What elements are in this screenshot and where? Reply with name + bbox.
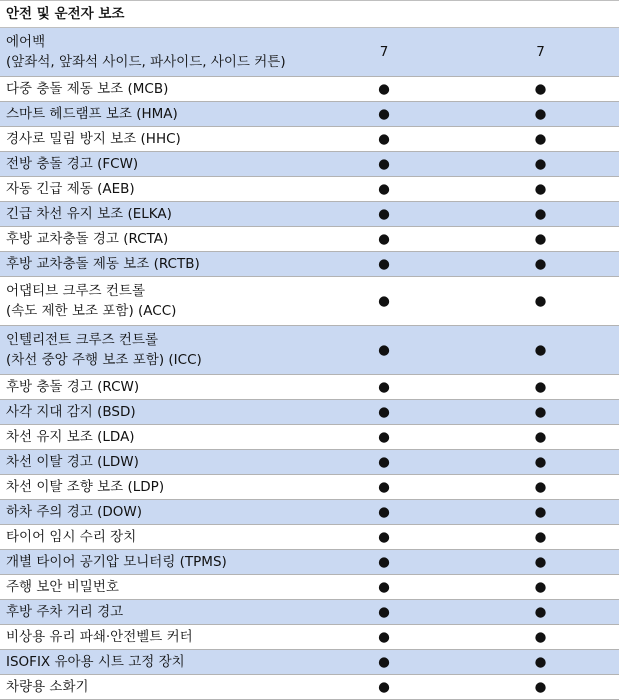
trim-2-value: ● <box>462 650 619 675</box>
trim-1-value: ● <box>306 525 462 550</box>
trim-1-value: ● <box>306 400 462 425</box>
trim-2-value: ● <box>462 450 619 475</box>
feature-label <box>0 525 306 550</box>
table-row <box>0 227 619 252</box>
trim-1-value: ● <box>306 675 462 700</box>
feature-label <box>0 177 306 202</box>
feature-label-line: 경사로 밀림 방지 보조 (HHC) <box>6 131 181 147</box>
feature-label <box>0 375 306 400</box>
trim-1-value: ● <box>306 450 462 475</box>
trim-2-value: ● <box>462 550 619 575</box>
trim-1-value: ● <box>306 177 462 202</box>
feature-label-line: 인텔리전트 크루즈 컨트롤 <box>6 332 159 348</box>
trim-1-value: ● <box>306 252 462 277</box>
trim-2-value: ● <box>462 127 619 152</box>
table-row <box>0 450 619 475</box>
feature-label-line: ISOFIX 유아용 시트 고정 장치 <box>6 654 185 670</box>
feature-label <box>0 450 306 475</box>
feature-label <box>0 600 306 625</box>
feature-label-line: 비상용 유리 파쇄·안전벨트 커터 <box>6 629 193 645</box>
table-row <box>0 550 619 575</box>
feature-label-line: (앞좌석, 앞좌석 사이드, 파사이드, 사이드 커튼) <box>6 54 286 70</box>
table-row <box>0 102 619 127</box>
feature-label-line: 어댑티브 크루즈 컨트롤 <box>6 283 145 299</box>
feature-label-line: 긴급 차선 유지 보조 (ELKA) <box>6 206 172 222</box>
feature-label-line: 후방 교차충돌 경고 (RCTA) <box>6 231 169 247</box>
feature-label-line: 후방 충돌 경고 (RCW) <box>6 379 140 395</box>
trim-1-value: ● <box>306 102 462 127</box>
table-row <box>0 500 619 525</box>
feature-label-line: 에어백 <box>6 34 46 50</box>
table-row <box>0 277 619 326</box>
trim-1-value: ● <box>306 600 462 625</box>
feature-label <box>0 650 306 675</box>
feature-label-line: 다중 충돌 제동 보조 (MCB) <box>6 81 169 97</box>
trim-1-value: ● <box>306 475 462 500</box>
trim-1-value: ● <box>306 77 462 102</box>
feature-label-line: 자동 긴급 제동 (AEB) <box>6 181 135 197</box>
feature-label <box>0 475 306 500</box>
trim-2-value: ● <box>462 177 619 202</box>
trim-1-value: ● <box>306 127 462 152</box>
trim-1-value: ● <box>306 202 462 227</box>
trim-2-value: ● <box>462 475 619 500</box>
table-row <box>0 252 619 277</box>
feature-label-line: 하차 주의 경고 (DOW) <box>6 504 143 520</box>
feature-label-line: (속도 제한 보조 포함) (ACC) <box>6 303 177 319</box>
section-title: 안전 및 운전자 보조 <box>0 0 619 28</box>
feature-label <box>0 102 306 127</box>
feature-label <box>0 227 306 252</box>
trim-1-value: ● <box>306 326 462 375</box>
spec-table <box>0 28 619 700</box>
feature-label <box>0 575 306 600</box>
feature-label <box>0 152 306 177</box>
feature-label <box>0 28 306 77</box>
trim-1-value: ● <box>306 425 462 450</box>
trim-2-value: ● <box>462 400 619 425</box>
trim-1-value: ● <box>306 277 462 326</box>
feature-label-line: 차선 유지 보조 (LDA) <box>6 429 135 445</box>
table-row <box>0 575 619 600</box>
feature-label <box>0 77 306 102</box>
trim-2-value: ● <box>462 625 619 650</box>
trim-2-value: ● <box>462 425 619 450</box>
trim-2-value: ● <box>462 252 619 277</box>
feature-label-line: 사각 지대 감지 (BSD) <box>6 404 136 420</box>
table-row <box>0 625 619 650</box>
feature-label <box>0 202 306 227</box>
feature-label <box>0 252 306 277</box>
trim-1-value: ● <box>306 500 462 525</box>
feature-label-line: 스마트 헤드램프 보조 (HMA) <box>6 106 178 122</box>
table-row <box>0 675 619 700</box>
feature-label-line: 후방 주차 거리 경고 <box>6 604 124 620</box>
trim-1-value: ● <box>306 550 462 575</box>
trim-1-value: ● <box>306 650 462 675</box>
table-row <box>0 475 619 500</box>
feature-label <box>0 500 306 525</box>
table-row <box>0 375 619 400</box>
feature-label-line: 주행 보안 비밀번호 <box>6 579 119 595</box>
feature-label-line: 개별 타이어 공기압 모니터링 (TPMS) <box>6 554 227 570</box>
trim-2-value: ● <box>462 375 619 400</box>
feature-label <box>0 400 306 425</box>
feature-label <box>0 550 306 575</box>
table-row <box>0 650 619 675</box>
feature-label <box>0 625 306 650</box>
table-row <box>0 177 619 202</box>
feature-label <box>0 425 306 450</box>
trim-1-value: 7 <box>306 28 462 77</box>
trim-2-value: ● <box>462 227 619 252</box>
feature-label <box>0 127 306 152</box>
trim-2-value: 7 <box>462 28 619 77</box>
trim-2-value: ● <box>462 102 619 127</box>
trim-1-value: ● <box>306 625 462 650</box>
trim-1-value: ● <box>306 152 462 177</box>
table-row <box>0 28 619 77</box>
trim-2-value: ● <box>462 575 619 600</box>
table-row <box>0 425 619 450</box>
feature-label-line: 타이어 임시 수리 장치 <box>6 529 137 545</box>
spec-table-body <box>0 28 619 700</box>
trim-1-value: ● <box>306 575 462 600</box>
table-row <box>0 77 619 102</box>
feature-label <box>0 675 306 700</box>
table-row <box>0 525 619 550</box>
feature-label <box>0 277 306 326</box>
trim-2-value: ● <box>462 152 619 177</box>
trim-2-value: ● <box>462 277 619 326</box>
trim-2-value: ● <box>462 77 619 102</box>
feature-label-line: 후방 교차충돌 제동 보조 (RCTB) <box>6 256 200 272</box>
table-row <box>0 326 619 375</box>
feature-label <box>0 326 306 375</box>
feature-label-line: 전방 충돌 경고 (FCW) <box>6 156 139 172</box>
trim-2-value: ● <box>462 600 619 625</box>
trim-2-value: ● <box>462 202 619 227</box>
feature-label-line: 차량용 소화기 <box>6 679 89 695</box>
table-row <box>0 600 619 625</box>
feature-label-line: (차선 중앙 주행 보조 포함) (ICC) <box>6 352 202 368</box>
table-row <box>0 400 619 425</box>
table-row <box>0 152 619 177</box>
trim-2-value: ● <box>462 326 619 375</box>
table-row <box>0 202 619 227</box>
feature-label-line: 차선 이탈 조향 보조 (LDP) <box>6 479 165 495</box>
trim-1-value: ● <box>306 375 462 400</box>
table-row <box>0 127 619 152</box>
feature-label-line: 차선 이탈 경고 (LDW) <box>6 454 139 470</box>
trim-1-value: ● <box>306 227 462 252</box>
trim-2-value: ● <box>462 525 619 550</box>
trim-2-value: ● <box>462 500 619 525</box>
trim-2-value: ● <box>462 675 619 700</box>
